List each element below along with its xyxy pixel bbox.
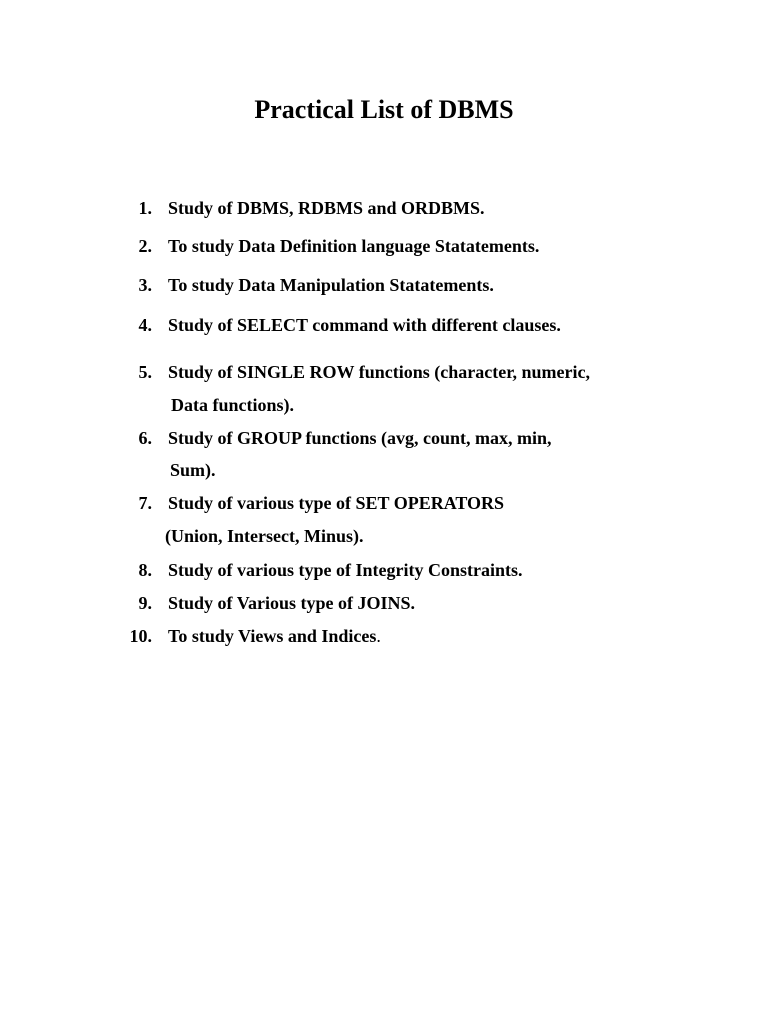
- list-item: [0, 491, 768, 515]
- list-item-number: 4.: [138, 315, 152, 335]
- list-item-text: Study of various type of SET OPERATORS: [168, 493, 505, 513]
- page-title: Practical List of DBMS: [254, 95, 514, 124]
- list-item-text: Study of Various type of JOINS.: [168, 593, 416, 613]
- list-item-text: [168, 624, 381, 648]
- list-item-continuation-text: Data functions).: [171, 395, 295, 415]
- list-item-text: To study Data Definition language Statatements.: [168, 236, 540, 256]
- list-item: [0, 591, 768, 615]
- list-item-number: 10.: [129, 626, 152, 646]
- list-item-text: Study of SINGLE ROW functions (character, numeric,: [168, 362, 591, 382]
- list-item-number: 8.: [138, 560, 152, 580]
- list-item-number: 7.: [138, 493, 152, 513]
- list-item-text: Study of DBMS, RDBMS and ORDBMS.: [168, 198, 485, 218]
- list-item: [0, 426, 768, 450]
- list-item: [0, 273, 768, 297]
- list-item: [0, 196, 768, 220]
- list-item-continuation: [0, 458, 768, 482]
- list-item-number: 3.: [138, 275, 152, 295]
- list-item: [0, 360, 768, 384]
- list-item-continuation: [0, 393, 768, 417]
- list-item-number: 2.: [138, 236, 152, 256]
- list-item: [0, 624, 768, 648]
- list-item: [0, 234, 768, 258]
- list-item-text: Study of GROUP functions (avg, count, max, min,: [168, 428, 552, 448]
- list-item: [0, 558, 768, 582]
- list-item-number: 5.: [138, 362, 152, 382]
- list-item-number: 1.: [138, 198, 152, 218]
- list-item-text-main: To study Views and Indices: [168, 626, 377, 646]
- list-item-continuation: [0, 524, 768, 548]
- list-item-text: Study of various type of Integrity Constraints.: [168, 560, 523, 580]
- list-item-continuation-text: (Union, Intersect, Minus).: [165, 526, 364, 546]
- list-item: [0, 313, 768, 337]
- list-item-number: 6.: [138, 428, 152, 448]
- list-item-number: 9.: [138, 593, 152, 613]
- list-item-text: To study Data Manipulation Statatements.: [168, 275, 494, 295]
- list-item-text-suffix: .: [376, 626, 381, 646]
- list-item-continuation-text: Sum).: [170, 460, 216, 480]
- list-item-text: Study of SELECT command with different clauses.: [168, 315, 561, 335]
